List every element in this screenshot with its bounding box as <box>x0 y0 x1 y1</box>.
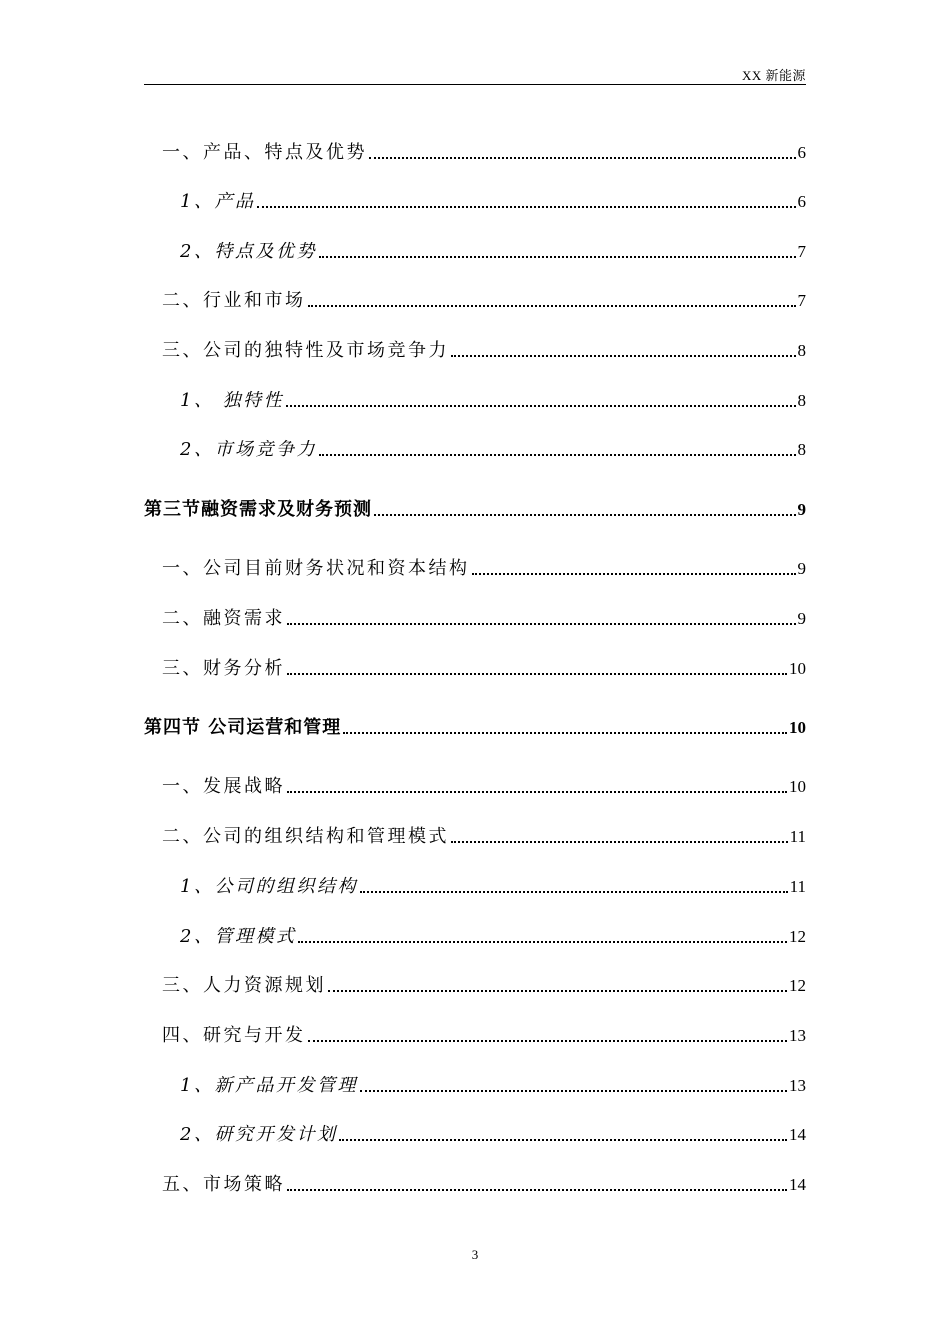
toc-entry-page: 10 <box>789 777 806 796</box>
toc-entry-label: 二、公司的组织结构和管理模式 <box>162 826 449 847</box>
toc-leader-dots <box>287 673 787 675</box>
toc-entry[interactable] <box>144 1071 806 1097</box>
toc-entry-label: 1、公司的组织结构 <box>180 876 358 897</box>
toc-leader-dots <box>451 841 788 843</box>
toc-entry[interactable] <box>144 237 806 263</box>
toc-entry-label: 一、公司目前财务状况和资本结构 <box>162 558 470 579</box>
toc-entry[interactable] <box>144 604 806 630</box>
header-title: XX 新能源 <box>741 68 806 83</box>
toc-entry-label: 2、研究开发计划 <box>180 1124 338 1145</box>
toc-entry-page: 9 <box>797 559 806 578</box>
toc-entry-page: 14 <box>789 1125 806 1144</box>
toc-leader-dots <box>343 732 787 734</box>
toc-entry[interactable] <box>144 1120 806 1146</box>
toc-entry[interactable] <box>144 922 806 948</box>
toc-leader-dots <box>319 454 796 456</box>
toc-entry[interactable] <box>144 386 806 412</box>
toc-entry-page: 13 <box>789 1026 806 1045</box>
toc-entry-label: 2、市场竞争力 <box>180 439 317 460</box>
toc-entry-page: 9 <box>797 609 806 628</box>
toc-leader-dots <box>360 891 788 893</box>
toc-entry-page: 7 <box>797 291 806 310</box>
toc-entry-label: 三、人力资源规划 <box>162 975 326 996</box>
toc-entry-label: 2、管理模式 <box>180 926 297 947</box>
toc-entry[interactable] <box>144 138 806 164</box>
toc-leader-dots <box>298 941 787 943</box>
toc-leader-dots <box>328 990 787 992</box>
toc-entry-label: 一、产品、特点及优势 <box>162 142 367 163</box>
toc-entry-page: 14 <box>789 1175 806 1194</box>
toc-leader-dots <box>472 573 796 575</box>
toc-entry-label: 1、 独特性 <box>180 390 285 411</box>
toc-entry[interactable] <box>144 772 806 798</box>
toc-entry-page: 12 <box>789 976 806 995</box>
toc-leader-dots <box>360 1090 787 1092</box>
toc-entry-label: 四、研究与开发 <box>162 1025 306 1046</box>
toc-entry[interactable] <box>144 187 806 213</box>
toc-entry[interactable] <box>144 435 806 461</box>
toc-leader-dots <box>451 355 796 357</box>
toc-entry-page: 7 <box>797 242 806 261</box>
toc-entry-label: 二、融资需求 <box>162 608 285 629</box>
toc-entry[interactable] <box>144 286 806 312</box>
toc-leader-dots <box>339 1139 787 1141</box>
toc-entry-page: 6 <box>797 143 806 162</box>
toc-entry-label: 一、发展战略 <box>162 776 285 797</box>
toc-section-entry[interactable] <box>144 495 806 521</box>
toc-entry-label: 二、行业和市场 <box>162 290 306 311</box>
toc-section-entry[interactable] <box>144 713 806 739</box>
toc-entry-page: 11 <box>789 877 806 896</box>
toc-entry[interactable] <box>144 554 806 580</box>
toc-entry[interactable] <box>144 971 806 997</box>
toc-leader-dots <box>257 206 795 208</box>
toc-entry[interactable] <box>144 1170 806 1196</box>
toc-entry-page: 12 <box>789 927 806 946</box>
toc-leader-dots <box>308 1040 788 1042</box>
toc-leader-dots <box>287 623 796 625</box>
toc-entry[interactable] <box>144 1021 806 1047</box>
toc-entry-label: 2、特点及优势 <box>180 241 317 262</box>
toc-leader-dots <box>369 157 796 159</box>
toc-entry[interactable] <box>144 822 806 848</box>
toc-entry-page: 13 <box>789 1076 806 1095</box>
toc-entry-page: 10 <box>789 659 806 678</box>
toc-entry-label: 五、市场策略 <box>162 1174 285 1195</box>
toc-entry-label: 三、财务分析 <box>162 658 285 679</box>
toc-entry-page: 8 <box>797 391 806 410</box>
toc-entry-label: 1、产品 <box>180 191 256 212</box>
toc-leader-dots <box>374 514 796 516</box>
toc-entry[interactable] <box>144 336 806 362</box>
toc-entry-page: 8 <box>797 440 806 459</box>
toc-entry-label: 第四节 公司运营和管理 <box>144 717 342 738</box>
toc-entry[interactable] <box>144 654 806 680</box>
toc-entry-page: 6 <box>797 192 806 211</box>
toc-leader-dots <box>286 405 795 407</box>
toc-entry[interactable] <box>144 872 806 898</box>
toc-entry-page: 10 <box>789 718 806 737</box>
toc-entry-label: 第三节融资需求及财务预测 <box>144 499 372 520</box>
toc-entry-label: 三、公司的独特性及市场竞争力 <box>162 340 449 361</box>
toc-leader-dots <box>319 256 796 258</box>
toc-leader-dots <box>287 1189 787 1191</box>
toc-leader-dots <box>308 305 796 307</box>
toc-entry-page: 11 <box>789 827 806 846</box>
page-number: 3 <box>471 1247 479 1262</box>
toc-entry-page: 8 <box>797 341 806 360</box>
header-rule <box>144 84 806 85</box>
toc-leader-dots <box>287 791 787 793</box>
toc-entry-label: 1、新产品开发管理 <box>180 1075 358 1096</box>
toc-entry-page: 9 <box>797 500 806 519</box>
